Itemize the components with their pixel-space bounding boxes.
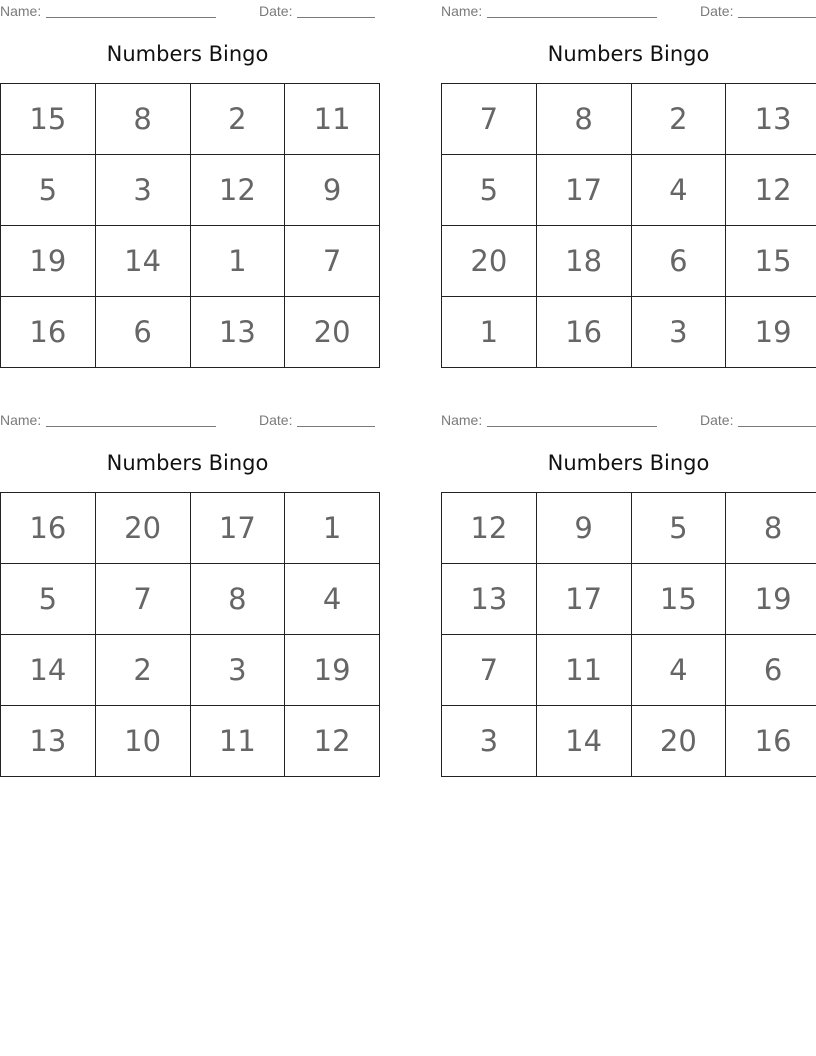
bingo-cell: 18: [536, 226, 631, 297]
bingo-cell: 16: [536, 297, 631, 368]
bingo-grid: [0, 83, 380, 368]
bingo-row: [442, 297, 816, 368]
bingo-cell: 17: [536, 564, 631, 635]
bingo-cell: 20: [285, 297, 380, 368]
bingo-row: [442, 493, 816, 564]
bingo-row: [1, 706, 380, 777]
bingo-cell: 19: [726, 564, 816, 635]
bingo-cell: 5: [631, 493, 726, 564]
name-label: Name:: [0, 412, 42, 428]
bingo-row: [1, 564, 380, 635]
bingo-cell: 8: [536, 84, 631, 155]
card-header: [0, 0, 375, 22]
bingo-cell: 9: [536, 493, 631, 564]
bingo-cell: 19: [285, 635, 380, 706]
bingo-cell: 16: [1, 493, 96, 564]
bingo-grid: [0, 492, 380, 777]
bingo-row: [442, 706, 816, 777]
bingo-card: [0, 409, 375, 758]
bingo-cell: 14: [95, 226, 190, 297]
bingo-grid: [441, 492, 816, 777]
bingo-cell: 5: [442, 155, 537, 226]
card-header: [0, 409, 375, 431]
bingo-card: [441, 409, 816, 758]
name-blank-line: [487, 426, 657, 427]
bingo-cell: 10: [95, 706, 190, 777]
name-label: Name:: [441, 412, 483, 428]
bingo-cell: 16: [1, 297, 96, 368]
bingo-cell: 12: [442, 493, 537, 564]
bingo-row: [1, 84, 380, 155]
bingo-cell: 15: [631, 564, 726, 635]
bingo-row: [442, 155, 816, 226]
name-blank-line: [46, 426, 216, 427]
date-label: Date:: [700, 3, 734, 19]
card-title: Numbers Bingo: [547, 451, 710, 475]
bingo-card: [0, 0, 375, 349]
bingo-cell: 15: [726, 226, 816, 297]
date-blank-line: [297, 426, 375, 427]
bingo-cell: 5: [1, 155, 96, 226]
bingo-cell: 4: [285, 564, 380, 635]
bingo-cell: 20: [442, 226, 537, 297]
bingo-cell: 1: [285, 493, 380, 564]
card-title: Numbers Bingo: [106, 451, 269, 475]
bingo-cell: 19: [1, 226, 96, 297]
bingo-cell: 6: [95, 297, 190, 368]
bingo-cell: 17: [190, 493, 285, 564]
date-label: Date:: [259, 412, 293, 428]
bingo-cell: 7: [285, 226, 380, 297]
bingo-cell: 2: [631, 84, 726, 155]
date-blank-line: [738, 426, 816, 427]
bingo-cell: 6: [631, 226, 726, 297]
bingo-cell: 7: [442, 635, 537, 706]
bingo-cell: 14: [1, 635, 96, 706]
bingo-cell: 13: [1, 706, 96, 777]
bingo-grid: [441, 83, 816, 368]
bingo-row: [1, 635, 380, 706]
bingo-cell: 13: [190, 297, 285, 368]
bingo-cell: 11: [190, 706, 285, 777]
date-label: Date:: [700, 412, 734, 428]
name-blank-line: [487, 17, 657, 18]
name-label: Name:: [0, 3, 42, 19]
bingo-cell: 15: [1, 84, 96, 155]
bingo-cell: 20: [631, 706, 726, 777]
bingo-cell: 11: [285, 84, 380, 155]
date-blank-line: [297, 17, 375, 18]
bingo-cell: 19: [726, 297, 816, 368]
card-header: [441, 0, 816, 22]
bingo-cell: 11: [536, 635, 631, 706]
bingo-cell: 2: [95, 635, 190, 706]
card-header: [441, 409, 816, 431]
card-title: Numbers Bingo: [547, 42, 710, 66]
bingo-row: [442, 84, 816, 155]
bingo-cell: 17: [536, 155, 631, 226]
bingo-cell: 8: [726, 493, 816, 564]
bingo-cell: 3: [95, 155, 190, 226]
bingo-cell: 13: [726, 84, 816, 155]
card-title: Numbers Bingo: [106, 42, 269, 66]
bingo-cell: 14: [536, 706, 631, 777]
bingo-cell: 3: [190, 635, 285, 706]
bingo-cell: 2: [190, 84, 285, 155]
bingo-cell: 7: [95, 564, 190, 635]
bingo-cell: 7: [442, 84, 537, 155]
bingo-row: [1, 493, 380, 564]
bingo-cell: 12: [726, 155, 816, 226]
bingo-card: [441, 0, 816, 349]
bingo-row: [442, 635, 816, 706]
bingo-cell: 16: [726, 706, 816, 777]
bingo-row: [1, 226, 380, 297]
bingo-cell: 8: [95, 84, 190, 155]
bingo-cell: 9: [285, 155, 380, 226]
bingo-cell: 8: [190, 564, 285, 635]
bingo-cell: 13: [442, 564, 537, 635]
bingo-cell: 5: [1, 564, 96, 635]
bingo-cell: 3: [631, 297, 726, 368]
bingo-row: [442, 226, 816, 297]
name-label: Name:: [441, 3, 483, 19]
date-label: Date:: [259, 3, 293, 19]
bingo-cell: 4: [631, 155, 726, 226]
bingo-cell: 1: [190, 226, 285, 297]
bingo-cell: 12: [190, 155, 285, 226]
bingo-cell: 1: [442, 297, 537, 368]
bingo-row: [442, 564, 816, 635]
bingo-cell: 12: [285, 706, 380, 777]
bingo-cell: 6: [726, 635, 816, 706]
date-blank-line: [738, 17, 816, 18]
bingo-row: [1, 297, 380, 368]
bingo-cell: 3: [442, 706, 537, 777]
bingo-cell: 4: [631, 635, 726, 706]
bingo-cell: 20: [95, 493, 190, 564]
name-blank-line: [46, 17, 216, 18]
bingo-row: [1, 155, 380, 226]
